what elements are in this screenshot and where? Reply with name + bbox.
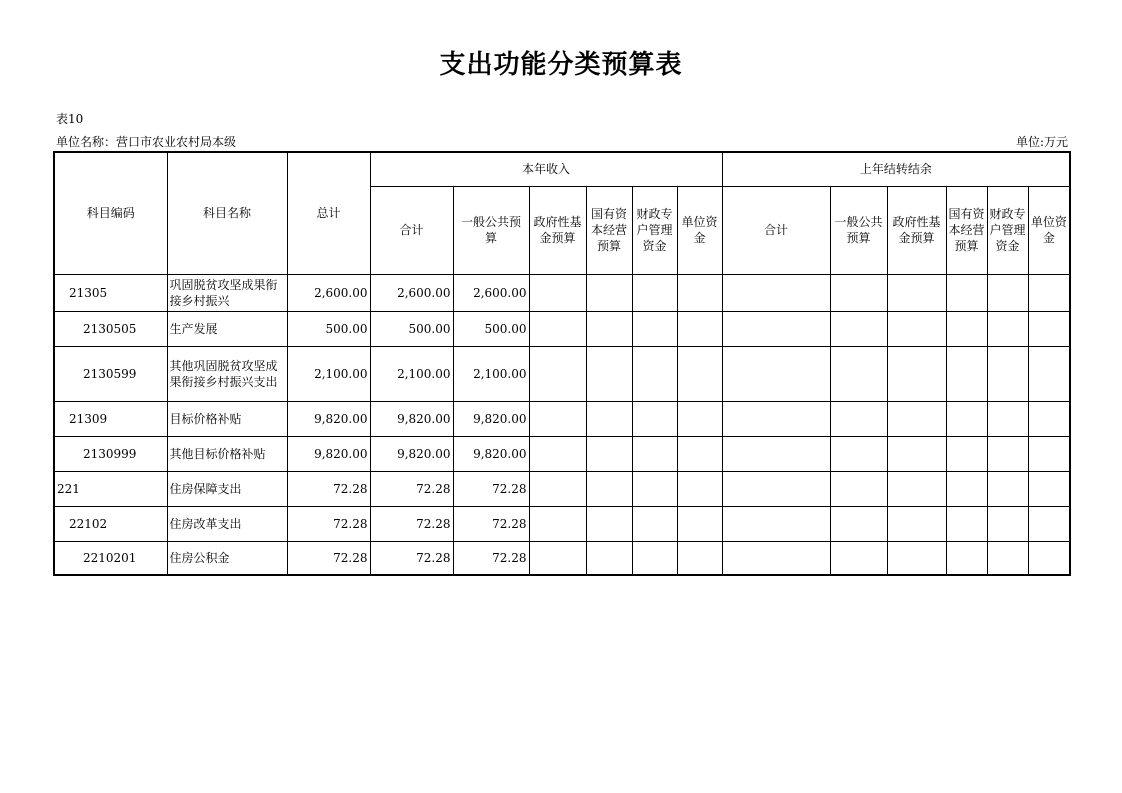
row-code: 2210201 bbox=[54, 541, 167, 575]
row-cy-general: 500.00 bbox=[453, 311, 529, 346]
table-row bbox=[54, 274, 1070, 311]
header-py-special: 财政专户管理资金 bbox=[987, 186, 1028, 274]
currency-unit: 单位:万元 bbox=[1015, 135, 1068, 149]
table-row bbox=[54, 346, 1070, 401]
row-cy-general: 2,100.00 bbox=[453, 346, 529, 401]
row-code: 21309 bbox=[54, 401, 167, 436]
table-row bbox=[54, 436, 1070, 471]
header-py-general: 一般公共预算 bbox=[830, 186, 887, 274]
row-cy-total: 9,820.00 bbox=[370, 401, 453, 436]
header-py-state-capital: 国有资本经营预算 bbox=[946, 186, 987, 274]
header-cy-total: 合计 bbox=[370, 186, 453, 274]
header-cy-special: 财政专户管理资金 bbox=[632, 186, 677, 274]
page-title: 支出功能分类预算表 bbox=[439, 50, 683, 80]
header-py-total: 合计 bbox=[722, 186, 830, 274]
row-cy-total: 72.28 bbox=[370, 471, 453, 506]
row-total: 2,100.00 bbox=[287, 346, 370, 401]
unit-name: 单位名称：营口市农业农村局本级 bbox=[56, 135, 237, 149]
row-name: 住房公积金 bbox=[167, 541, 287, 575]
row-name: 住房保障支出 bbox=[167, 471, 287, 506]
header-current-year: 本年收入 bbox=[370, 152, 722, 186]
row-cy-general: 72.28 bbox=[453, 541, 529, 575]
row-total: 9,820.00 bbox=[287, 401, 370, 436]
row-cy-total: 2,100.00 bbox=[370, 346, 453, 401]
header-cy-state-capital: 国有资本经营预算 bbox=[586, 186, 632, 274]
budget-table bbox=[53, 151, 1071, 576]
row-total: 72.28 bbox=[287, 541, 370, 575]
row-total: 72.28 bbox=[287, 506, 370, 541]
row-total: 72.28 bbox=[287, 471, 370, 506]
row-total: 9,820.00 bbox=[287, 436, 370, 471]
row-name: 目标价格补贴 bbox=[167, 401, 287, 436]
row-name: 巩固脱贫攻坚成果衔接乡村振兴 bbox=[167, 274, 287, 311]
row-total: 500.00 bbox=[287, 311, 370, 346]
header-py-unit: 单位资金 bbox=[1028, 186, 1070, 274]
row-code: 21305 bbox=[54, 274, 167, 311]
row-code: 2130999 bbox=[54, 436, 167, 471]
row-cy-total: 72.28 bbox=[370, 541, 453, 575]
table-row bbox=[54, 311, 1070, 346]
row-name: 其他目标价格补贴 bbox=[167, 436, 287, 471]
row-name: 住房改革支出 bbox=[167, 506, 287, 541]
row-cy-total: 9,820.00 bbox=[370, 436, 453, 471]
row-name: 其他巩固脱贫攻坚成果衔接乡村振兴支出 bbox=[167, 346, 287, 401]
row-cy-total: 2,600.00 bbox=[370, 274, 453, 311]
header-code: 科目编码 bbox=[54, 152, 167, 274]
header-py-gov-fund: 政府性基金预算 bbox=[887, 186, 946, 274]
row-code: 22102 bbox=[54, 506, 167, 541]
row-code: 221 bbox=[54, 471, 167, 506]
row-total: 2,600.00 bbox=[287, 274, 370, 311]
header-name: 科目名称 bbox=[167, 152, 287, 274]
header-cy-gov-fund: 政府性基金预算 bbox=[529, 186, 586, 274]
row-cy-general: 72.28 bbox=[453, 506, 529, 541]
row-code: 2130599 bbox=[54, 346, 167, 401]
row-cy-general: 72.28 bbox=[453, 471, 529, 506]
table-row bbox=[54, 471, 1070, 506]
header-total: 总计 bbox=[287, 152, 370, 274]
table-row bbox=[54, 506, 1070, 541]
row-cy-general: 2,600.00 bbox=[453, 274, 529, 311]
header-prior-year: 上年结转结余 bbox=[722, 152, 1070, 186]
row-cy-total: 72.28 bbox=[370, 506, 453, 541]
row-name: 生产发展 bbox=[167, 311, 287, 346]
table-number: 表10 bbox=[56, 112, 84, 126]
row-code: 2130505 bbox=[54, 311, 167, 346]
header-cy-unit: 单位资金 bbox=[677, 186, 722, 274]
table-row bbox=[54, 401, 1070, 436]
row-cy-general: 9,820.00 bbox=[453, 436, 529, 471]
table-row bbox=[54, 541, 1070, 575]
header-cy-general: 一般公共预算 bbox=[453, 186, 529, 274]
row-cy-total: 500.00 bbox=[370, 311, 453, 346]
row-cy-general: 9,820.00 bbox=[453, 401, 529, 436]
